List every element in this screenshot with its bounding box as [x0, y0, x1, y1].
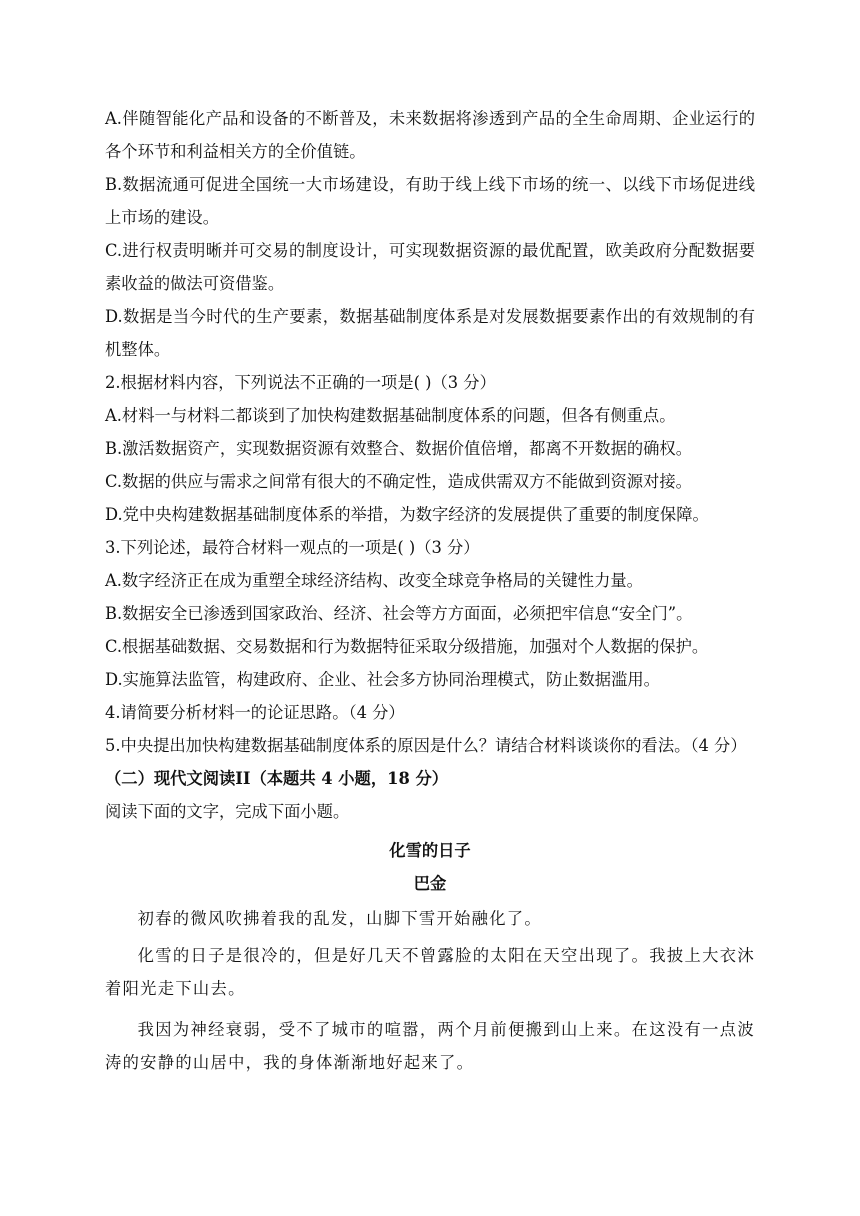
q1-option-b: B.数据流通可促进全国统一大市场建设，有助于线上线下市场的统一、以线下市场促进线上市场的建设。 — [105, 175, 755, 227]
q3-option-c: C.根据基础数据、交易数据和行为数据特征采取分级措施，加强对个人数据的保护。 — [105, 637, 709, 656]
article-paragraph-2: 化雪的日子是很冷的，但是好几天不曾露脸的太阳在天空出现了。我披上大衣沐着阳光走下山去。 — [105, 946, 755, 998]
q2-stem: 2.根据材料内容，下列说法不正确的一项是( )（3 分） — [105, 373, 496, 392]
q1-option-d: D.数据是当今时代的生产要素，数据基础制度体系是对发展数据要素作出的有效规制的有机整体。 — [105, 307, 755, 359]
q2-option-a: A.材料一与材料二都谈到了加快构建数据基础制度体系的问题，但各有侧重点。 — [105, 406, 676, 425]
article-paragraph-3: 我因为神经衰弱，受不了城市的喧嚣，两个月前便搬到山上来。在这没有一点波涛的安静的山居中，我的身体渐渐地好起来了。 — [105, 1020, 755, 1072]
q4-stem: 4.请简要分析材料一的论证思路。（4 分） — [105, 703, 405, 722]
q3-option-a: A.数字经济正在成为重塑全球经济结构、改变全球竞争格局的关键性力量。 — [105, 571, 643, 590]
article-author: 巴金 — [413, 874, 447, 893]
q3-option-d: D.实施算法监管，构建政府、企业、社会多方协同治理模式，防止数据滥用。 — [105, 670, 660, 689]
q2-option-c: C.数据的供应与需求之间常有很大的不确定性，造成供需双方不能做到资源对接。 — [105, 472, 692, 491]
q3-option-b: B.数据安全已渗透到国家政治、经济、社会等方方面面，必须把牢信息“安全门”。 — [105, 604, 693, 623]
document-page — [105, 102, 755, 1079]
q1-option-c: C.进行权责明晰并可交易的制度设计，可实现数据资源的最优配置，欧美政府分配数据要素收益的做法可资借鉴。 — [105, 241, 755, 293]
q3-stem: 3.下列论述，最符合材料一观点的一项是( )（3 分） — [105, 538, 480, 557]
article-paragraph-1: 初春的微风吹拂着我的乱发，山脚下雪开始融化了。 — [137, 909, 542, 928]
q5-stem: 5.中央提出加快构建数据基础制度体系的原因是什么？请结合材料谈谈你的看法。（4 分） — [105, 736, 747, 755]
q2-option-d: D.党中央构建数据基础制度体系的举措，为数字经济的发展提供了重要的制度保障。 — [105, 505, 709, 524]
q2-option-b: B.激活数据资产，实现数据资源有效整合、数据价值倍增，都离不开数据的确权。 — [105, 439, 692, 458]
section-heading: （二）现代文阅读II（本题共 4 小题，18 分） — [105, 769, 449, 788]
q1-option-a: A.伴随智能化产品和设备的不断普及，未来数据将渗透到产品的全生命周期、企业运行的各个环节和利益相关方的全价值链。 — [105, 109, 755, 161]
article-title: 化雪的日子 — [389, 841, 471, 860]
reading-instruction: 阅读下面的文字，完成下面小题。 — [105, 802, 350, 821]
